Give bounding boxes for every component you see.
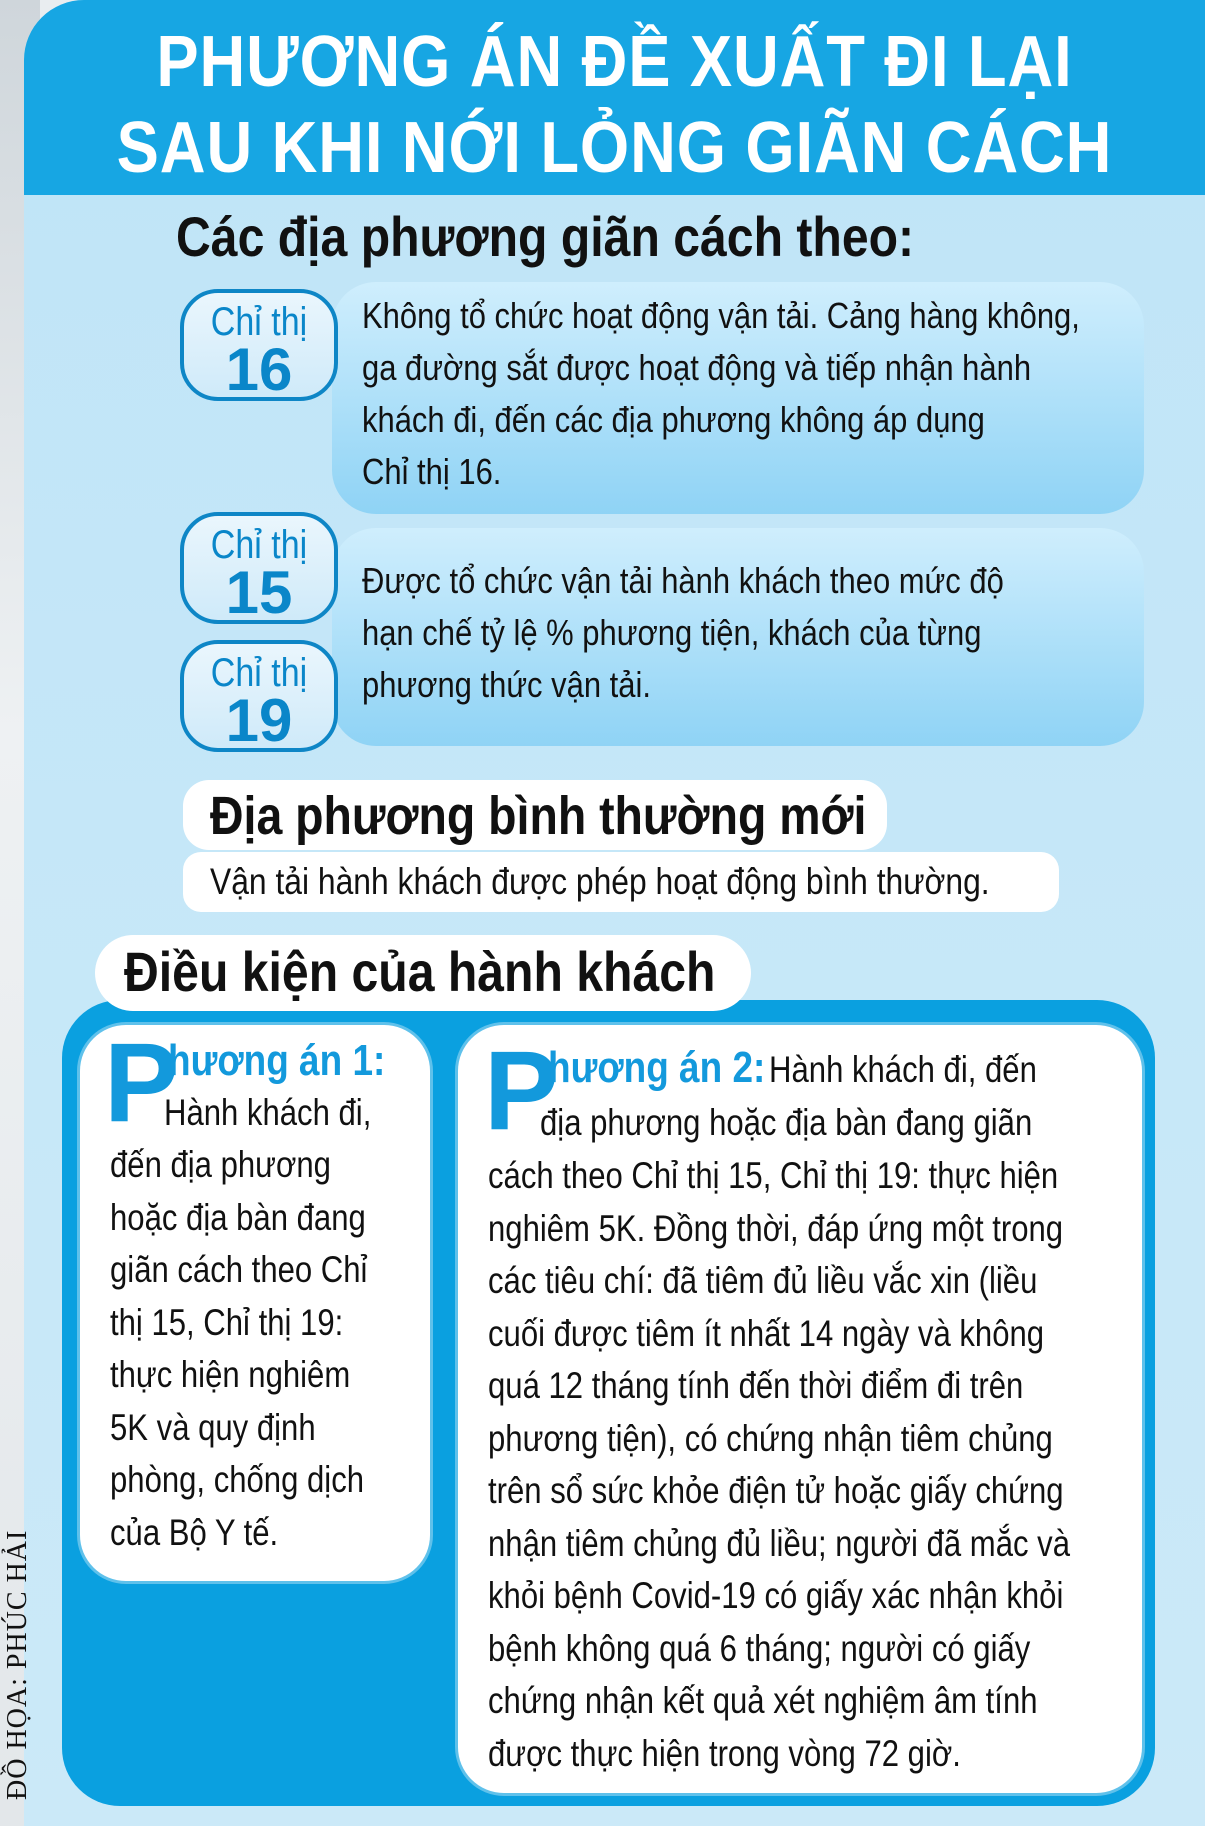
rule-16-line: khách đi, đến các địa phương không áp dụng [362,399,985,440]
rule-15-19-text [362,555,1004,711]
option-1-line: đến địa phương [110,1144,331,1185]
title-line-1: PHƯƠNG ÁN ĐỀ XUẤT ĐI LẠI [156,22,1073,102]
option-2-line: khỏi bệnh Covid-19 có giấy xác nhận khỏi [488,1575,1064,1616]
rule-16-line: ga đường sắt được hoạt động và tiếp nhận hành [362,347,1032,388]
new-normal-heading: Địa phương bình thường mới [210,786,867,846]
option-1-line: 5K và quy định [110,1406,316,1448]
option-2-second-line: địa phương hoặc địa bàn đang giãn [540,1102,1033,1143]
directive-16-number: 16 [225,336,293,403]
graphic-credit: ĐỒ HỌA: PHÚC HẢI [2,1529,33,1800]
option-1-line: hoặc địa bàn đang [110,1196,366,1238]
option-1-line: thị 15, Chỉ thị 19: [110,1301,344,1343]
conditions-heading: Điều kiện của hành khách [124,940,716,1003]
option-2-line: được thực hiện trong vòng 72 giờ. [488,1732,961,1774]
rule-15-19-line: Được tổ chức vận tải hành khách theo mức độ [362,560,1004,601]
option-1-line: giãn cách theo Chỉ [110,1249,368,1290]
option-2-line: phương tiện), có chứng nhận tiêm chủng [488,1417,1053,1459]
option-1-line: phòng, chống dịch [110,1459,365,1500]
option-2-line: nhận tiêm chủng đủ liều; người đã mắc và [488,1522,1070,1564]
directive-15-badge [180,512,338,624]
option-2-line: cách theo Chỉ thị 15, Chỉ thị 19: thực hiện [488,1155,1059,1196]
option-2-title: hương án 2: [548,1043,766,1092]
directive-16-badge [180,289,338,401]
rule-16-line: Chỉ thị 16. [362,451,502,492]
directive-16-label: Chỉ thị [210,300,308,344]
option-1-line: của Bộ Y tế. [110,1511,279,1553]
rule-16-line: Không tổ chức hoạt động vận tải. Cảng hàng không, [362,295,1080,336]
option-1-line: thực hiện nghiêm [110,1354,351,1395]
option-2-line: bệnh không quá 6 tháng; người có giấy [488,1627,1031,1669]
directive-19-badge [180,640,338,752]
title-line-2: SAU KHI NỚI LỎNG GIÃN CÁCH [116,108,1113,188]
localities-heading: Các địa phương giãn cách theo: [176,205,915,268]
directive-15-label: Chỉ thị [210,523,308,567]
new-normal-text: Vận tải hành khách được phép hoạt động bình thường. [210,861,990,902]
option-1-title: hương án 1: [168,1036,386,1085]
option-2-line: quá 12 tháng tính đến thời điểm đi trên [488,1365,1024,1406]
option-1-initial: P [104,1020,179,1145]
directive-15-number: 15 [225,559,293,626]
option-2-line: chứng nhận kết quả xét nghiệm âm tính [488,1680,1038,1721]
option-2-line: cuối được tiêm ít nhất 14 ngày và không [488,1312,1045,1354]
option-2-line: trên sổ sức khỏe điện tử hoặc giấy chứng [488,1470,1064,1511]
option-1-text [110,1139,367,1559]
directive-19-number: 19 [225,687,293,754]
option-2-line: các tiêu chí: đã tiêm đủ liều vắc xin (liều [488,1260,1038,1301]
rule-16-text [362,290,1080,498]
option-1-first-line: Hành khách đi, [164,1092,372,1133]
directive-19-label: Chỉ thị [210,651,308,695]
option-2-title-row [548,1042,1037,1096]
option-2-line: nghiêm 5K. Đồng thời, đáp ứng một trong [488,1207,1064,1249]
option-2-text [488,1150,1070,1780]
option-2-first-line: Hành khách đi, đến [769,1049,1037,1090]
rule-15-19-line: phương thức vận tải. [362,664,651,705]
rule-15-19-line: hạn chế tỷ lệ % phương tiện, khách của từng [362,612,982,653]
option-2-initial: P [484,1028,559,1153]
